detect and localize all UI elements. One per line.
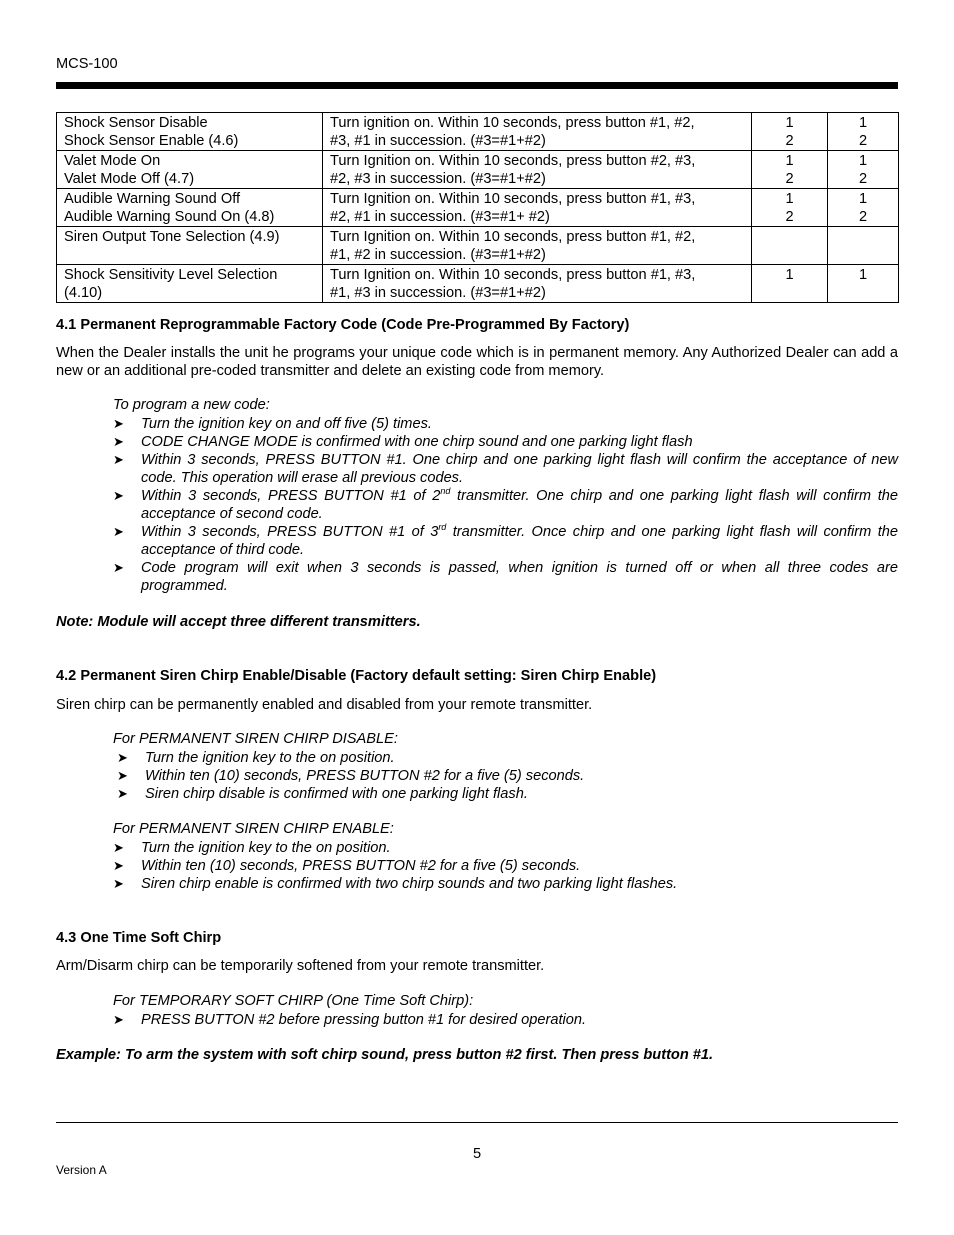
section-4-1-body: When the Dealer installs the unit he programs your unique code which is in permanent memory. Any Authorized Dealer can add a new or an additional pre-coded transmitter and delete an existing code from memory. [56,345,898,379]
flash-count-cell [828,151,899,189]
section-4-3-title: 4.3 One Time Soft Chirp [56,930,222,946]
list-item: ➤ Turn the ignition key to the on position. [113,840,391,856]
command-table [56,112,899,303]
siren-enable-list [113,839,898,893]
header-rule [56,82,898,89]
list-item: ➤ CODE CHANGE MODE is confirmed with one chirp sound and one parking light flash [113,434,693,450]
table-row [57,189,899,227]
cell-line: Shock Sensor Disable [64,115,208,131]
section-4-1-note: Note: Module will accept three different transmitters. [56,614,421,630]
arrow-bullet-icon: ➤ [117,768,128,783]
section-4-3-body: Arm/Disarm chirp can be temporarily softened from your remote transmitter. [56,958,545,974]
cell-line [828,246,898,264]
chirp-count-cell [752,227,828,265]
cell-line: 2 [785,209,794,225]
list-item: ➤ Turn the ignition key to the on position. [117,750,395,766]
cell-line [828,228,898,246]
page-number: 5 [472,1146,482,1162]
list-item: ➤ Within ten (10) seconds, PRESS BUTTON #2 for a five (5) seconds. [113,858,581,874]
cell-line [752,284,827,302]
cell-line [828,284,898,302]
flash-count-cell [828,189,899,227]
cell-line: #2, #1 in succession. (#3=#1+ #2) [330,209,550,225]
cell-line: #2, #3 in succession. (#3=#1+#2) [330,171,546,187]
list-item: ➤ PRESS BUTTON #2 before pressing button #1 for desired operation. [113,1012,587,1028]
feature-cell [57,151,323,189]
instruction-cell [323,189,752,227]
list-item: ➤ Within 3 seconds, PRESS BUTTON #1 of 2nd transmitter. One chirp and one parking light flash will confirm the acceptance of second code. [113,486,898,522]
list-item: ➤ Within 3 seconds, PRESS BUTTON #1. One chirp and one parking light flash will confirm the acceptance of new code. This operation will erase all previous codes. [113,452,898,486]
arrow-bullet-icon: ➤ [113,1012,124,1027]
cell-line: 1 [785,153,794,169]
version-label: Version A [56,1163,107,1177]
cell-line: Valet Mode On [64,153,161,169]
section-4-1-title: 4.1 Permanent Reprogrammable Factory Code (Code Pre-Programmed By Factory) [56,317,630,333]
cell-line: #1, #3 in succession. (#3=#1+#2) [330,285,546,301]
cell-line: (4.10) [64,285,103,301]
flash-count-cell [828,113,899,151]
cell-line: 1 [858,115,868,131]
instruction-cell [323,151,752,189]
list-item: ➤ Within ten (10) seconds, PRESS BUTTON #2 for a five (5) seconds. [117,768,585,784]
footer-rule [56,1122,898,1123]
cell-line: 1 [785,115,794,131]
table-row [57,265,899,303]
document-header-title: MCS-100 [56,56,118,72]
soft-chirp-list [113,1011,898,1029]
cell-line: 2 [858,209,868,225]
soft-chirp-intro: For TEMPORARY SOFT CHIRP (One Time Soft Chirp): [113,993,474,1009]
cell-line: 1 [858,191,868,207]
section-4-1-intro: To program a new code: [113,397,270,413]
cell-line: 1 [858,153,868,169]
feature-cell [57,227,323,265]
feature-cell [57,265,323,303]
flash-count-cell [828,265,899,303]
cell-line: Siren Output Tone Selection (4.9) [64,229,280,245]
feature-cell [57,113,323,151]
list-item: ➤ Code program will exit when 3 seconds is passed, when ignition is turned off or when all three codes are programmed. [113,560,898,594]
cell-line: Turn Ignition on. Within 10 seconds, press button #1, #3, [330,267,696,283]
instruction-cell [323,227,752,265]
list-item: ➤ Turn the ignition key on and off five (5) times. [113,416,432,432]
siren-disable-intro: For PERMANENT SIREN CHIRP DISABLE: [113,731,398,747]
section-4-3-example: Example: To arm the system with soft chirp sound, press button #2 first. Then press button #1. [56,1047,714,1063]
table-row [57,151,899,189]
arrow-bullet-icon: ➤ [113,488,124,503]
arrow-bullet-icon: ➤ [117,750,128,765]
instruction-cell [323,265,752,303]
cell-line: 2 [785,133,794,149]
section-4-2-body: Siren chirp can be permanently enabled and disabled from your remote transmitter. [56,697,593,713]
cell-line: #1, #2 in succession. (#3=#1+#2) [330,247,546,263]
program-code-list [113,415,898,595]
cell-line: #3, #1 in succession. (#3=#1+#2) [330,133,546,149]
flash-count-cell [828,227,899,265]
cell-line [64,246,315,264]
arrow-bullet-icon: ➤ [113,452,124,467]
table-row [57,227,899,265]
cell-line [752,228,827,246]
list-item: ➤ Within 3 seconds, PRESS BUTTON #1 of 3rd transmitter. Once chirp and one parking light flash will confirm the acceptance of third code. [113,522,898,558]
cell-line: Turn Ignition on. Within 10 seconds, press button #1, #3, [330,191,696,207]
instruction-cell [323,113,752,151]
arrow-bullet-icon: ➤ [113,560,124,575]
cell-line: 2 [858,171,868,187]
chirp-count-cell [752,265,828,303]
arrow-bullet-icon: ➤ [113,524,124,539]
chirp-count-cell [752,189,828,227]
cell-line: 2 [858,133,868,149]
command-table-body [57,113,899,303]
arrow-bullet-icon: ➤ [117,786,128,801]
cell-line: 1 [858,267,868,283]
arrow-bullet-icon: ➤ [113,840,124,855]
cell-line: Turn Ignition on. Within 10 seconds, press button #2, #3, [330,153,696,169]
cell-line: Shock Sensor Enable (4.6) [64,133,239,149]
list-item: ➤ Siren chirp disable is confirmed with one parking light flash. [117,786,528,802]
cell-line: 1 [785,191,794,207]
chirp-count-cell [752,151,828,189]
cell-line: Valet Mode Off (4.7) [64,171,195,187]
siren-disable-list [117,749,898,803]
cell-line: Turn Ignition on. Within 10 seconds, press button #1, #2, [330,229,696,245]
cell-line [752,246,827,264]
cell-line: Audible Warning Sound Off [64,191,241,207]
section-4-2-title: 4.2 Permanent Siren Chirp Enable/Disable (Factory default setting: Siren Chirp Enable) [56,668,657,684]
arrow-bullet-icon: ➤ [113,858,124,873]
arrow-bullet-icon: ➤ [113,876,124,891]
cell-line: Audible Warning Sound On (4.8) [64,209,275,225]
table-row [57,113,899,151]
arrow-bullet-icon: ➤ [113,434,124,449]
list-item: ➤ Siren chirp enable is confirmed with two chirp sounds and two parking light flashes. [113,876,678,892]
cell-line: Shock Sensitivity Level Selection [64,267,278,283]
cell-line: Turn ignition on. Within 10 seconds, press button #1, #2, [330,115,695,131]
siren-enable-intro: For PERMANENT SIREN CHIRP ENABLE: [113,821,394,837]
cell-line: 1 [785,267,794,283]
chirp-count-cell [752,113,828,151]
feature-cell [57,189,323,227]
arrow-bullet-icon: ➤ [113,416,124,431]
cell-line: 2 [785,171,794,187]
